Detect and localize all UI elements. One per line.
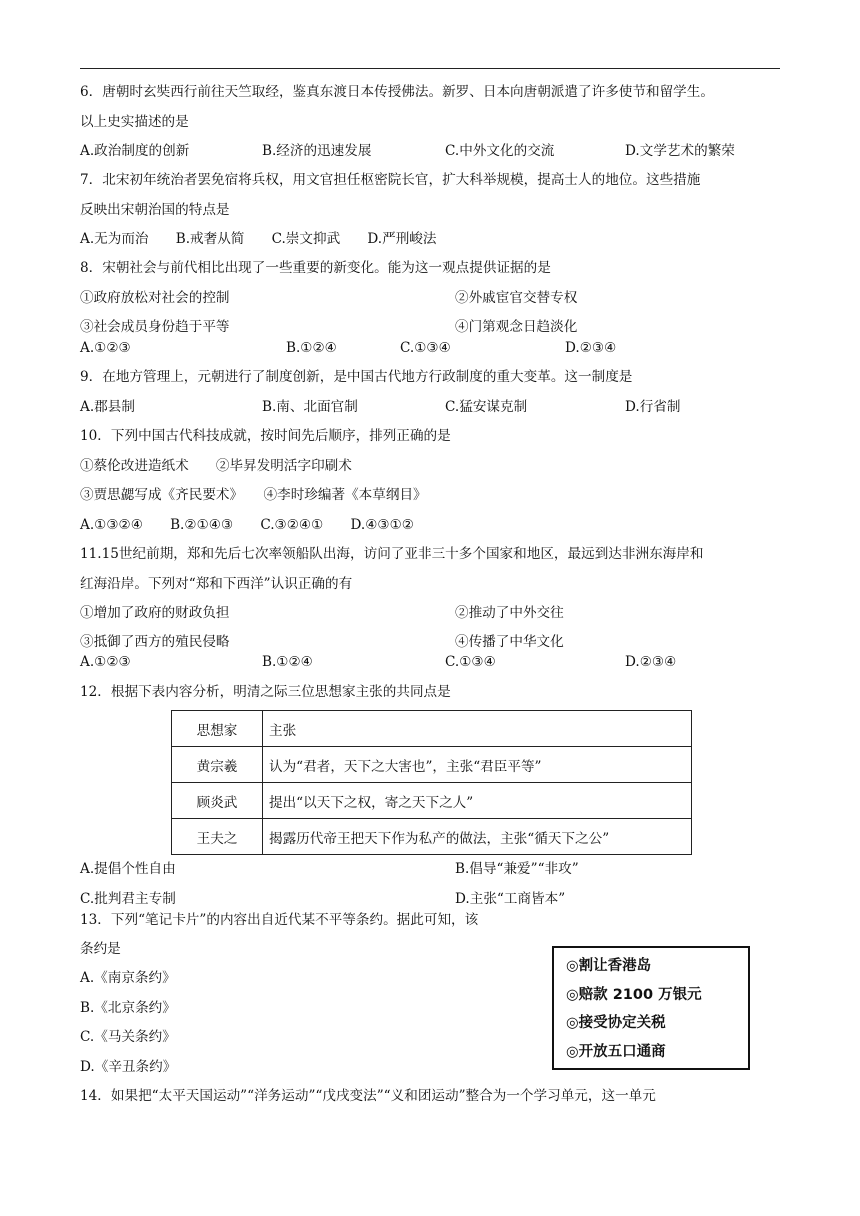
q11-statement-3: ③抵御了西方的殖民侵略 [80, 634, 230, 650]
q12-stem: 12．根据下表内容分析，明清之际三位思想家主张的共同点是 [80, 684, 451, 700]
q8-statement-1: ①政府放松对社会的控制 [80, 290, 230, 306]
thinkers-table [171, 710, 692, 855]
q11-stem-line1: 11.15世纪前期，郑和先后七次率领船队出海，访问了亚非三十多个国家和地区，最远到达非洲东海岸和 [80, 546, 704, 562]
q13-option-c[interactable]: C.《马关条约》 [80, 1029, 176, 1045]
q10-items-row1: ①蔡伦改进造纸术 ②毕昇发明活字印刷术 [80, 458, 352, 474]
q9-option-d[interactable]: D.行省制 [625, 399, 681, 415]
table-row [172, 747, 692, 783]
q6-option-c[interactable]: C.中外文化的交流 [445, 143, 555, 159]
q8-option-a[interactable]: A.①②③ [80, 340, 131, 356]
q8-stem: 8．宋朝社会与前代相比出现了一些重要的新变化。能为这一观点提供证据的是 [80, 260, 551, 276]
note-card-line: ◎接受协定关税 [566, 1015, 666, 1031]
q8-option-b[interactable]: B.①②④ [286, 340, 337, 356]
q13-option-d[interactable]: D.《辛丑条约》 [80, 1059, 177, 1075]
q14-stem-line1: 14．如果把“太平天国运动”“洋务运动”“戊戌变法”“义和团运动”整合为一个学习单元，这一单元 [80, 1088, 656, 1104]
table-header-row [172, 711, 692, 747]
q11-option-a[interactable]: A.①②③ [80, 654, 131, 670]
table-row [172, 783, 692, 819]
q10-options[interactable]: A.①③②④ B.②①④③ C.③②④① D.④③①② [80, 517, 414, 533]
q12-option-a[interactable]: A.提倡个性自由 [80, 861, 176, 877]
q11-statement-2: ②推动了中外交往 [455, 605, 564, 621]
q9-option-a[interactable]: A.郡县制 [80, 399, 135, 415]
q9-stem: 9．在地方管理上，元朝进行了制度创新，是中国古代地方行政制度的重大变革。这一制度是 [80, 369, 633, 385]
q8-statement-2: ②外戚宦官交替专权 [455, 290, 578, 306]
table-cell-thinker: 顾炎武 [172, 783, 263, 819]
table-row [172, 819, 692, 855]
q6-option-d[interactable]: D.文学艺术的繁荣 [625, 143, 735, 159]
q6-stem-line2: 以上史实描述的是 [80, 114, 189, 130]
q13-option-a[interactable]: A.《南京条约》 [80, 970, 176, 986]
table-header-cell: 思想家 [172, 711, 263, 747]
header-rule [80, 68, 780, 69]
q9-option-c[interactable]: C.猛安谋克制 [445, 399, 528, 415]
table-cell-thinker: 黄宗羲 [172, 747, 263, 783]
q11-option-d[interactable]: D.②③④ [625, 654, 677, 670]
table-header-cell: 主张 [263, 711, 692, 747]
q9-option-b[interactable]: B.南、北面官制 [262, 399, 358, 415]
q13-stem-line1: 13．下列“笔记卡片”的内容出自近代某不平等条约。据此可知，该 [80, 912, 479, 928]
q10-items-row2: ③贾思勰写成《齐民要术》 ④李时珍编著《本草纲目》 [80, 487, 427, 503]
note-card-line: ◎赔款 2100 万银元 [566, 987, 702, 1003]
q8-option-d[interactable]: D.②③④ [565, 340, 617, 356]
table-cell-idea: 揭露历代帝王把天下作为私产的做法，主张“循天下之公” [263, 819, 692, 855]
q7-stem-line2: 反映出宋朝治国的特点是 [80, 202, 230, 218]
note-card [552, 946, 750, 1070]
q13-option-b[interactable]: B.《北京条约》 [80, 1000, 176, 1016]
table-cell-idea: 提出“以天下之权，寄之天下之人” [263, 783, 692, 819]
q11-option-b[interactable]: B.①②④ [262, 654, 313, 670]
q8-statement-4: ④门第观念日趋淡化 [455, 319, 578, 335]
q11-statement-1: ①增加了政府的财政负担 [80, 605, 230, 621]
q7-stem-line1: 7．北宋初年统治者罢免宿将兵权，用文官担任枢密院长官，扩大科举规模，提高士人的地位。这些措施 [80, 172, 701, 188]
q11-statement-4: ④传播了中华文化 [455, 634, 564, 650]
q11-option-c[interactable]: C.①③④ [445, 654, 496, 670]
q11-stem-line2: 红海沿岸。下列对“郑和下西洋”认识正确的有 [80, 576, 353, 592]
note-card-line: ◎割让香港岛 [566, 958, 652, 974]
q10-stem: 10．下列中国古代科技成就，按时间先后顺序，排列正确的是 [80, 428, 451, 444]
q8-statement-3: ③社会成员身份趋于平等 [80, 319, 230, 335]
q7-options[interactable]: A.无为而治 B.戒奢从简 C.崇文抑武 D.严刑峻法 [80, 231, 437, 247]
q6-option-b[interactable]: B.经济的迅速发展 [262, 143, 372, 159]
q12-option-c[interactable]: C.批判君主专制 [80, 891, 176, 907]
q13-stem-line2: 条约是 [80, 941, 121, 957]
q12-option-b[interactable]: B.倡导“兼爱”“非攻” [455, 861, 579, 877]
q12-option-d[interactable]: D.主张“工商皆本” [455, 891, 566, 907]
table-cell-thinker: 王夫之 [172, 819, 263, 855]
q6-stem-line1: 6．唐朝时玄奘西行前往天竺取经，鉴真东渡日本传授佛法。新罗、日本向唐朝派遣了许多使节和留学生。 [80, 84, 714, 100]
q6-option-a[interactable]: A.政治制度的创新 [80, 143, 190, 159]
table-cell-idea: 认为“君者，天下之大害也”，主张“君臣平等” [263, 747, 692, 783]
q8-option-c[interactable]: C.①③④ [400, 340, 451, 356]
note-card-line: ◎开放五口通商 [566, 1044, 666, 1060]
